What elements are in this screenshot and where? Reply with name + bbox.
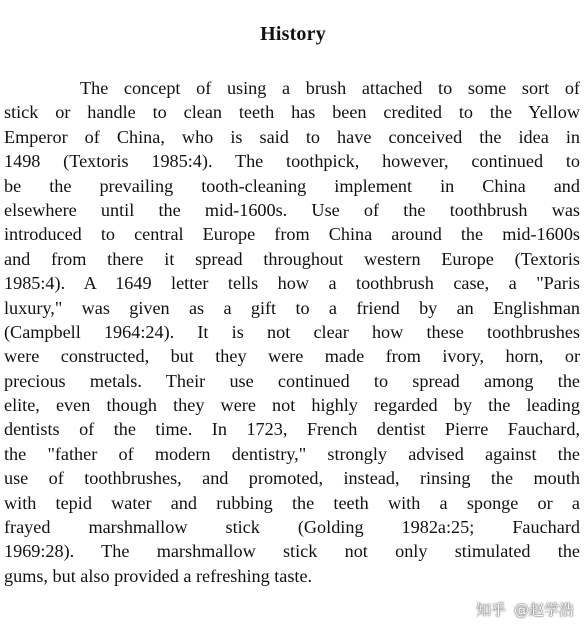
paragraph-line: Emperor of China, who is said to have conceived the idea in [4, 126, 580, 147]
paragraph-line: frayed marshmallow stick (Golding 1982a:25; Fauchard [4, 517, 580, 538]
paragraph-line: The concept of using a brush attached to some sort of [80, 78, 580, 98]
paragraph-line: luxury," was given as a gift to a friend by an Englishman [4, 297, 580, 318]
paragraph-line: the "father of modern dentistry," strongly advised against the [4, 443, 580, 464]
paragraph-line: introduced to central Europe from China around the mid-1600s [4, 224, 580, 245]
paragraph-line: were constructed, but they were made from ivory, horn, or [4, 346, 580, 367]
paragraph-line: and from there it spread throughout western Europe (Textoris [4, 248, 580, 269]
paragraph-line: 1969:28). The marshmallow stick not only stimulated the [4, 541, 580, 562]
paragraph-line: stick or handle to clean teeth has been credited to the Yellow [4, 102, 580, 123]
paragraph-line: 1985:4). A 1649 letter tells how a toothbrush case, a "Paris [4, 273, 580, 294]
section-heading: History [260, 23, 326, 45]
paragraph-line: dentists of the time. In 1723, French dentist Pierre Fauchard, [4, 419, 580, 440]
paragraph-line: precious metals. Their use continued to spread among the [4, 370, 580, 391]
zhihu-watermark [468, 599, 574, 621]
watermark-author: @赵学浩 [513, 601, 574, 619]
paragraph-line: elsewhere until the mid-1600s. Use of the toothbrush was [4, 199, 580, 220]
watermark-site: 知乎 [475, 601, 506, 619]
paragraph-line: be the prevailing tooth-cleaning implement in China and [4, 175, 580, 196]
paragraph-line: 1498 (Textoris 1985:4). The toothpick, however, continued to [4, 151, 580, 172]
paragraph-line: use of toothbrushes, and promoted, instead, rinsing the mouth [4, 468, 580, 489]
paragraph-line: (Campbell 1964:24). It is not clear how these toothbrushes [4, 321, 580, 342]
paragraph-line: gums, but also provided a refreshing taste. [4, 565, 313, 586]
paragraph-line: elite, even though they were not highly regarded by the leading [4, 395, 580, 416]
history-paragraph [4, 76, 580, 588]
paragraph-line: with tepid water and rubbing the teeth with a sponge or a [4, 492, 580, 513]
